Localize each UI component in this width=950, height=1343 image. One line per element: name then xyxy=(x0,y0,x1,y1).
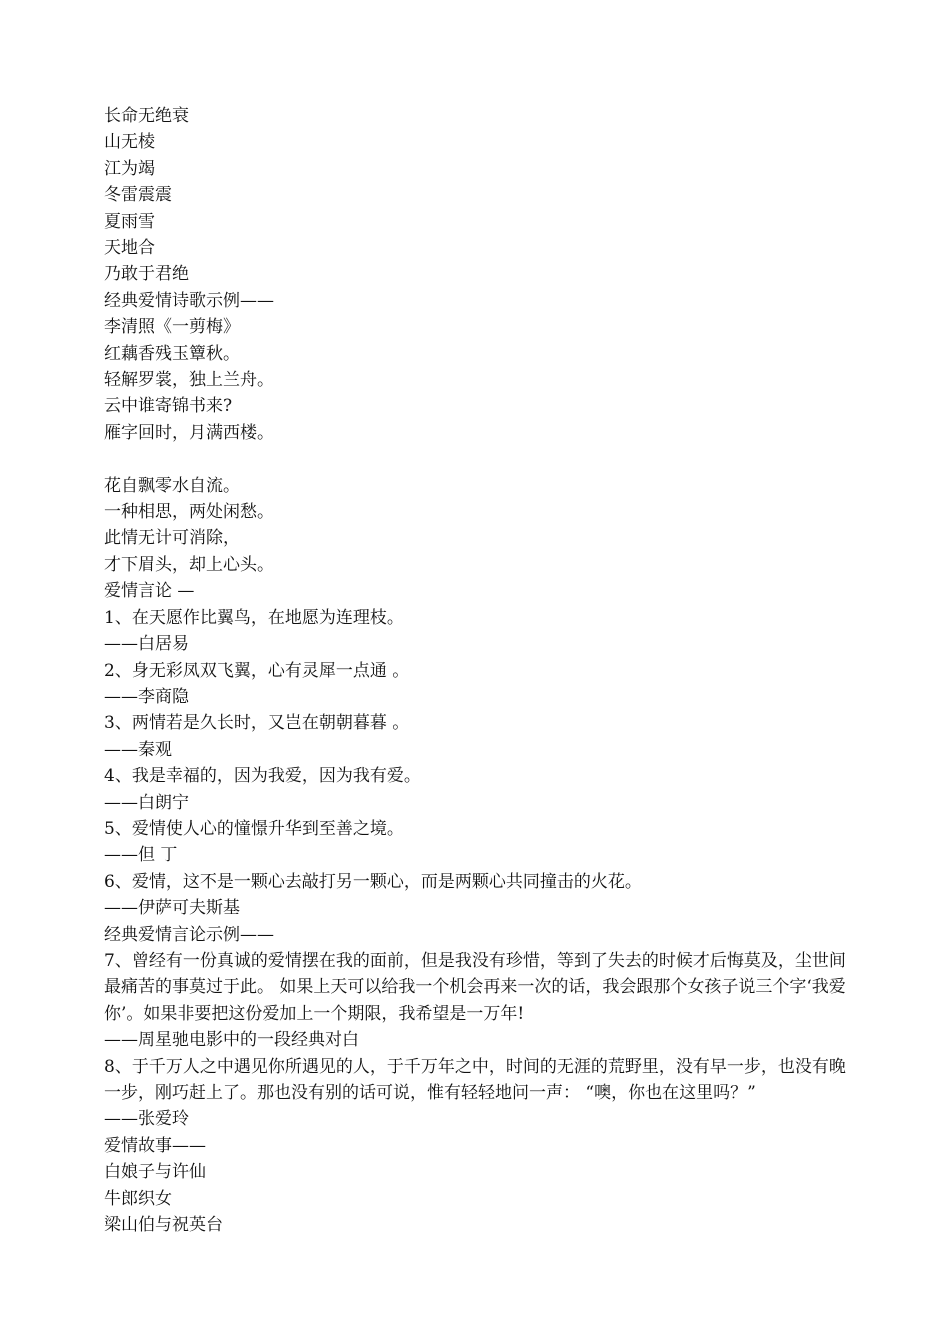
poem-line: 江为竭 xyxy=(104,158,155,179)
poem-line: 山无棱 xyxy=(104,132,155,153)
poem-line: 此情无计可消除， xyxy=(104,528,240,549)
poem-line: 云中谁寄锦书来? xyxy=(104,396,233,417)
quote-attribution: ——但 丁 xyxy=(104,845,178,866)
poem-line: 长命无绝衰 xyxy=(104,106,189,126)
poem-line: 夏雨雪 xyxy=(104,211,155,232)
quote-paragraph: 8、于千万人之中遇见你所遇见的人，于千万年之中，时间的无涯的荒野里，没有早一步，也没有晚一步，刚巧赶上了。那也没有别的话可说，惟有轻轻地问一声： “噢，你也在这里吗？” xyxy=(104,1056,846,1104)
poem-line: 才下眉头，却上心头。 xyxy=(104,554,274,575)
section-heading: 爱情故事—— xyxy=(104,1135,206,1156)
document-page xyxy=(104,103,852,1238)
poem-line: 冬雷震震 xyxy=(104,185,172,206)
quote-line: 1、在天愿作比翼鸟，在地愿为连理枝。 xyxy=(104,607,404,628)
quote-line: 3、两情若是久长时，又岂在朝朝暮暮 。 xyxy=(104,713,410,734)
section-heading: 经典爱情言论示例—— xyxy=(104,924,274,945)
poem-line: 轻解罗裳，独上兰舟。 xyxy=(104,370,274,391)
poem-line: 天地合 xyxy=(104,238,155,259)
quote-line: 2、身无彩凤双飞翼，心有灵犀一点通 。 xyxy=(104,660,410,681)
quote-attribution: ——周星驰电影中的一段经典对白 xyxy=(104,1030,359,1051)
quote-attribution: ——伊萨可夫斯基 xyxy=(104,898,240,919)
poem-line: 雁字回时，月满西楼。 xyxy=(104,422,274,443)
poem-line: 花自飘零水自流。 xyxy=(104,475,240,496)
quote-attribution: ——秦观 xyxy=(104,739,172,760)
story-item: 梁山伯与祝英台 xyxy=(104,1215,223,1236)
story-item: 白娘子与许仙 xyxy=(104,1162,206,1183)
quote-line: 6、爱情，这不是一颗心去敲打另一颗心，而是两颗心共同撞击的火花。 xyxy=(104,871,642,892)
quote-attribution: ——张爱玲 xyxy=(104,1109,189,1130)
quote-paragraph: 7、曾经有一份真诚的爱情摆在我的面前，但是我没有珍惜，等到了失去的时候才后悔莫及，尘世间最痛苦的事莫过于此。 如果上天可以给我一个机会再来一次的话，我会跟那个女孩子说三个字‘我爱你’。如果非要把这份爱加上一个期限，我希望是一万年! xyxy=(104,950,846,1024)
quote-attribution: ——李商隐 xyxy=(104,686,189,707)
quote-line: 5、爱情使人心的憧憬升华到至善之境。 xyxy=(104,818,404,839)
poem-line: 一种相思，两处闲愁。 xyxy=(104,502,274,523)
quote-attribution: ——白居易 xyxy=(104,634,189,655)
poem-line: 红藕香残玉簟秋。 xyxy=(104,343,240,364)
section-heading: 经典爱情诗歌示例—— xyxy=(104,290,274,311)
blank-line xyxy=(104,446,852,472)
story-item: 牛郎织女 xyxy=(104,1188,172,1209)
quote-line: 4、我是幸福的，因为我爱，因为我有爱。 xyxy=(104,766,421,787)
section-heading: 爱情言论 — xyxy=(104,581,195,602)
poem-title: 李清照《一剪梅》 xyxy=(104,317,240,338)
quote-attribution: ——白朗宁 xyxy=(104,792,189,813)
poem-line: 乃敢于君绝 xyxy=(104,264,189,285)
